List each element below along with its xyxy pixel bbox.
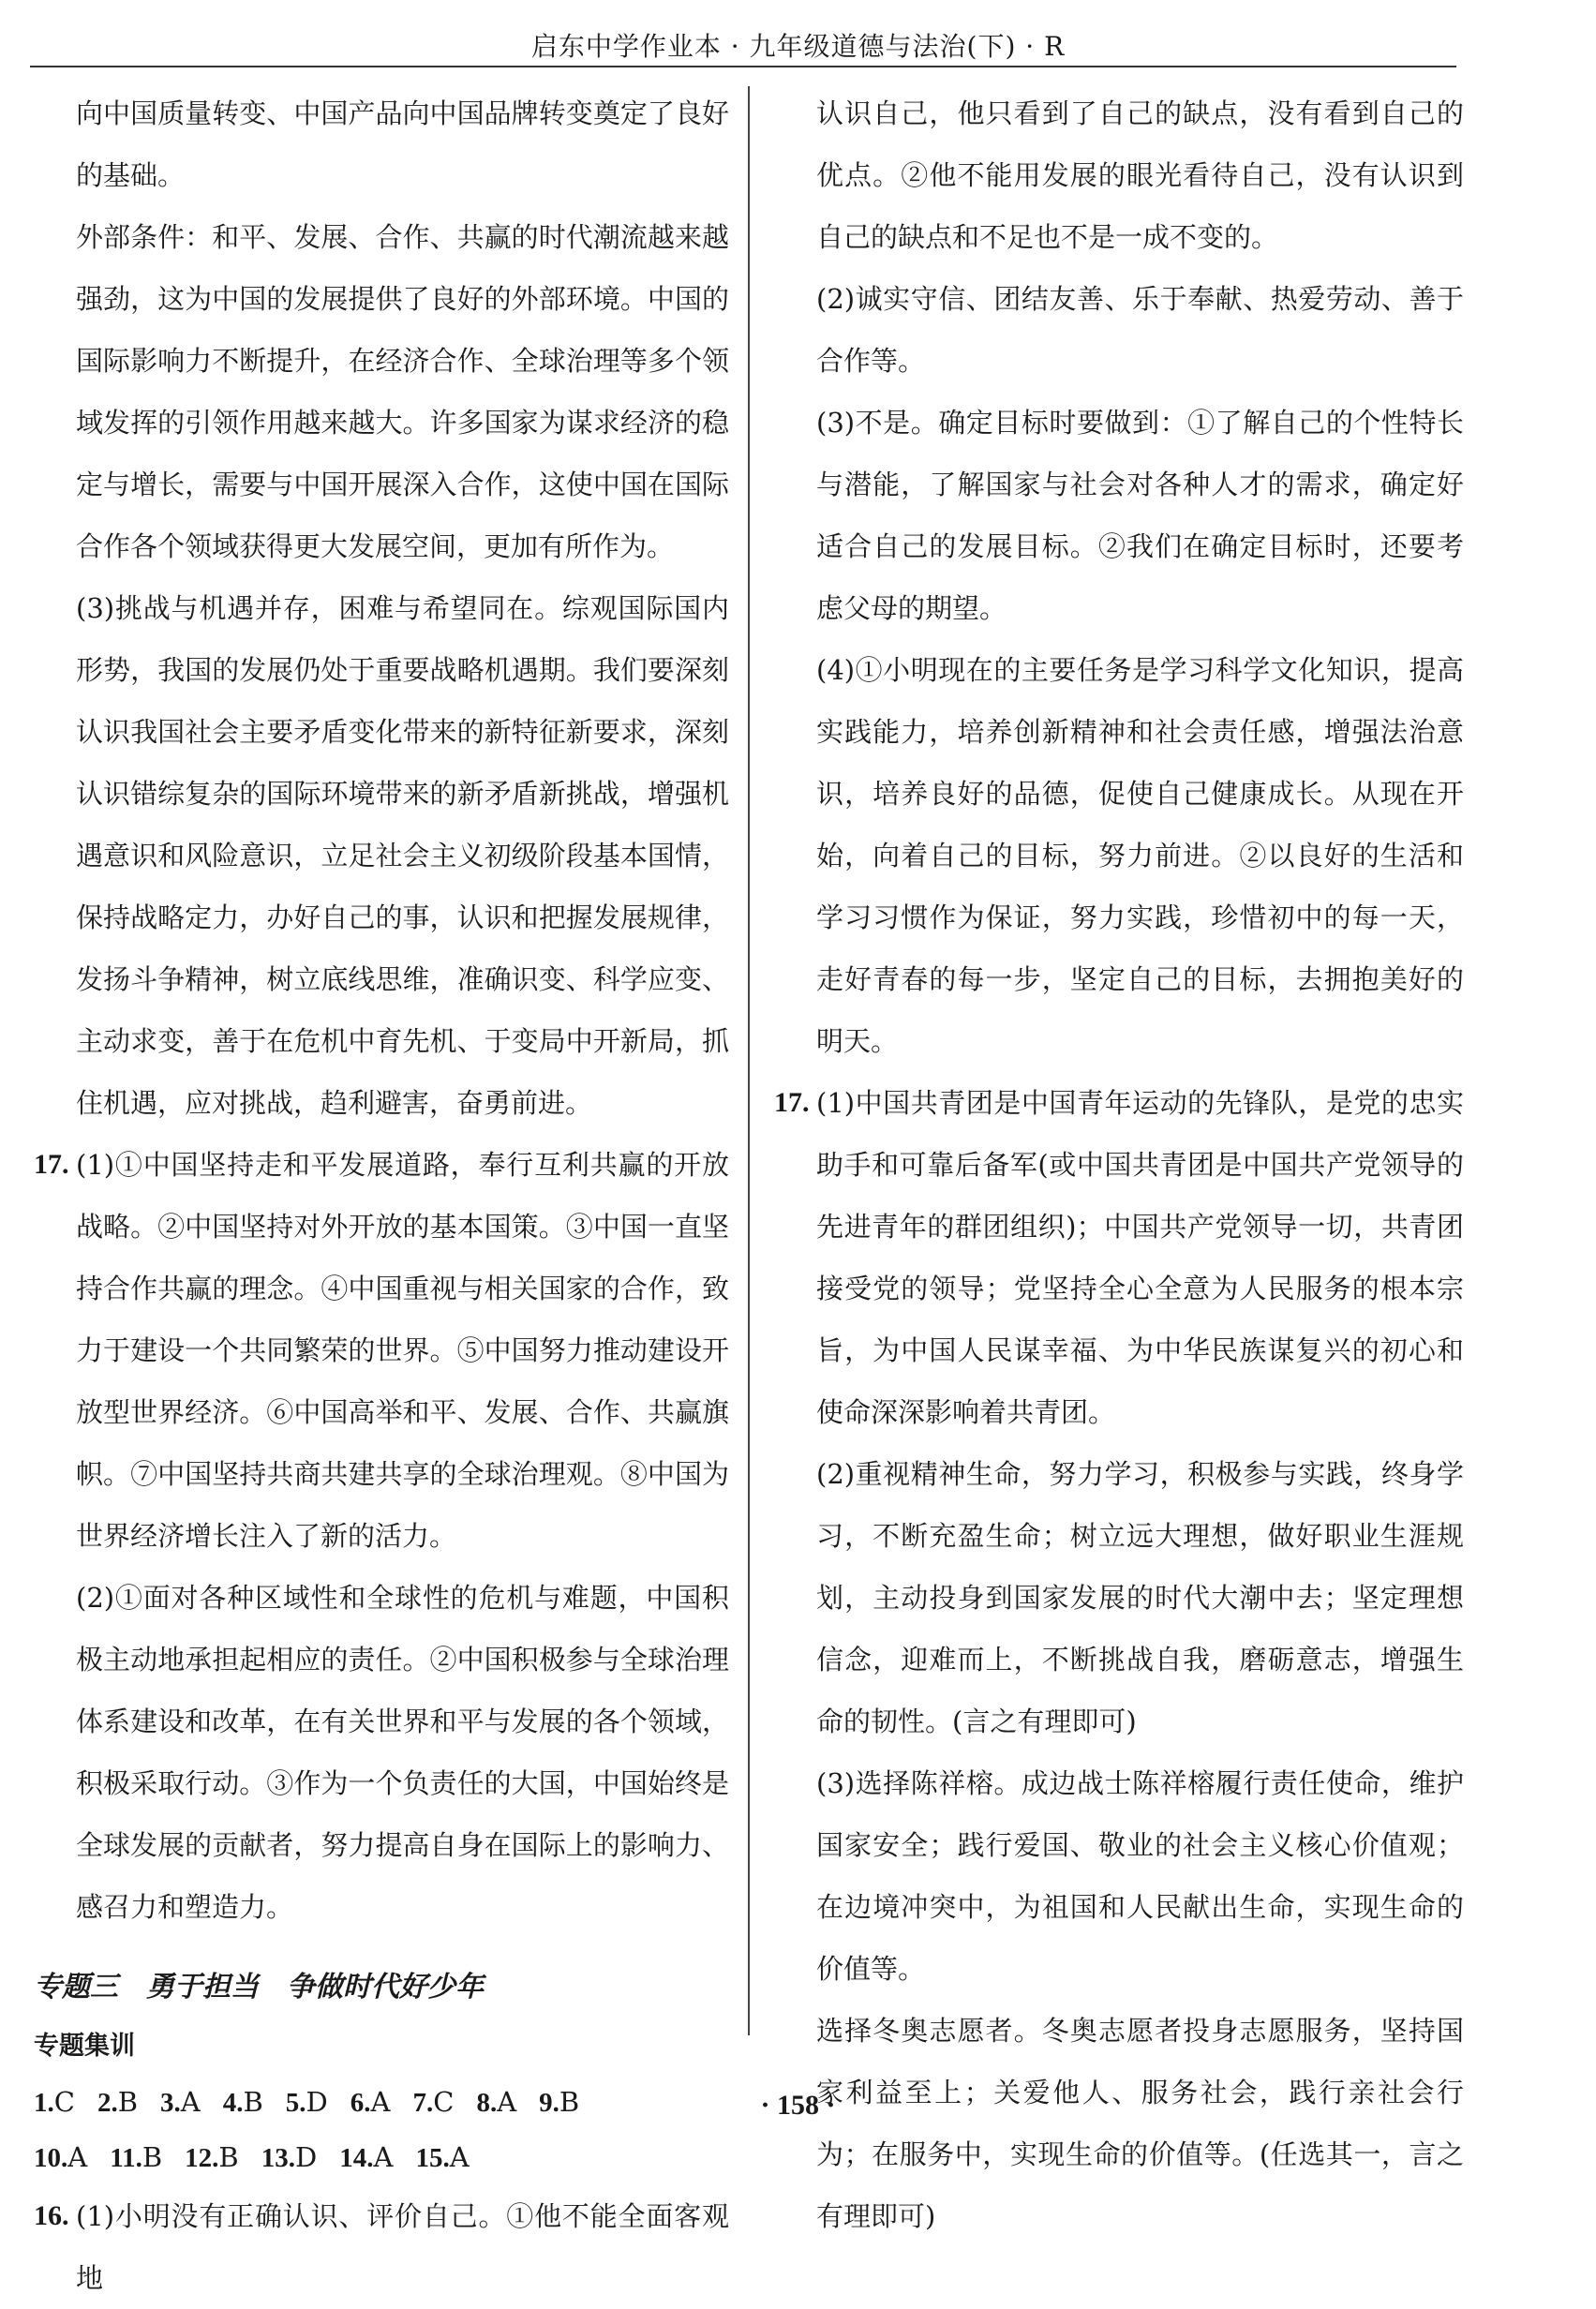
header-rule (30, 66, 1456, 67)
answer-choice: B (142, 2141, 163, 2173)
sub-title: 专题集训 (34, 2032, 135, 2061)
right-column (774, 82, 1464, 2247)
question-number: 17. (774, 1087, 810, 1118)
answer-item (110, 2130, 162, 2185)
answer-item (185, 2130, 239, 2185)
answer-choice: B (243, 2086, 263, 2118)
answer-choice: C (53, 2086, 75, 2118)
answer-choice: A (497, 2086, 517, 2118)
paragraph: (1)①中国坚持走和平发展道路，奉行互利共赢的开放战略。②中国坚持对外开放的基本国策。③中国一直坚持合作共赢的理念。④中国重视与相关国家的合作，致力于建设一个共同繁荣的世界。⑤中国努力推动建设开放型世界经济。⑥中国高举和平、发展、合作、共赢旗帜。⑦中国坚持共商共建共享的全球治理观。⑧中国为世界经济增长注入了新的活力。 (76, 1149, 729, 1552)
paragraph: 认识自己，他只看到了自己的缺点，没有看到自己的优点。②他不能用发展的眼光看待自己，没有认识到自己的缺点和不足也不是一成不变的。 (816, 97, 1464, 253)
answer-number: 5. (285, 2088, 306, 2118)
answer-choice: A (449, 2141, 470, 2173)
paragraph: 向中国质量转变、中国产品向中国品牌转变奠定了良好的基础。 (76, 97, 729, 191)
answer-number: 15. (415, 2143, 450, 2173)
answer-item (261, 2130, 318, 2185)
answer-number: 10. (34, 2143, 68, 2173)
paragraph: (2)诚实守信、团结友善、乐于奉献、热爱劳动、善于合作等。 (816, 283, 1464, 377)
answer-number: 8. (476, 2088, 498, 2118)
answer-choice: B (218, 2141, 239, 2173)
answer-item (415, 2130, 469, 2185)
answer-number: 11. (110, 2143, 142, 2173)
answer-number: 9. (539, 2088, 559, 2118)
question-16-continued (774, 82, 1464, 1072)
page-header: 启东中学作业本 · 九年级道德与法治(下) · R (530, 31, 1066, 62)
answer-number: 4. (222, 2088, 244, 2118)
answer-choice: C (433, 2086, 455, 2118)
answer-choice: A (67, 2141, 88, 2173)
question-number: 17. (34, 1149, 69, 1180)
answer-row-2 (34, 2130, 729, 2185)
answer-number: 7. (412, 2088, 434, 2118)
answer-choice: A (370, 2086, 391, 2118)
answer-number: 1. (34, 2088, 54, 2118)
answer-number: 14. (339, 2143, 374, 2173)
answer-choice: A (373, 2141, 394, 2173)
left-column (34, 82, 729, 2309)
paragraph: 外部条件：和平、发展、合作、共赢的时代潮流越来越强劲，这为中国的发展提供了良好的外部环境。中国的国际影响力不断提升，在经济合作、全球治理等多个领域发挥的引领作用越来越大。许多国家为谋求经济的稳定与增长，需要与中国开展深入合作，这使中国在国际合作各个领域获得更大发展空间，更加有所作为。 (76, 221, 729, 562)
paragraph: (2)重视精神生命，努力学习，积极参与实践，终身学习，不断充盈生命；树立远大理想，做好职业生涯规划，主动投身到国家发展的时代大潮中去；坚定理想信念，迎难而上，不断挑战自我，磨砺意志，增强生命的韧性。(言之有理即可) (816, 1458, 1464, 1737)
answer-item (34, 2130, 87, 2185)
answer-number: 13. (261, 2143, 295, 2173)
question-number: 16. (34, 2200, 69, 2231)
paragraph: (2)①面对各种区域性和全球性的危机与难题，中国积极主动地承担起相应的责任。②中国积极参与全球治理体系建设和改革，在有关世界和平与发展的各个领域，积极采取行动。③作为一个负责任的大国，中国始终是全球发展的贡献者，努力提高自身在国际上的影响力、感召力和塑造力。 (76, 1582, 729, 1923)
column-divider (748, 86, 750, 2035)
paragraph: (3)不是。确定目标时要做到：①了解自己的个性特长与潜能，了解国家与社会对各种人才的需求，确定好适合自己的发展目标。②我们在确定目标时，还要考虑父母的期望。 (816, 407, 1464, 624)
paragraph: (3)挑战与机遇并存，困难与希望同在。综观国际国内形势，我国的发展仍处于重要战略机遇期。我们要深刻认识我国社会主要矛盾变化带来的新特征新要求，深刻认识错综复杂的国际环境带来的新矛盾新挑战，增强机遇意识和风险意识，立足社会主义初级阶段基本国情，保持战略定力，办好自己的事，认识和把握发展规律，发扬斗争精神，树立底线思维，准确识变、科学应变、主动求变，善于在危机中育先机、于变局中开新局，抓住机遇，应对挑战，趋利避害，奋勇前进。 (76, 592, 729, 1119)
paragraph: (1)小明没有正确认识、评价自己。①他不能全面客观地 (76, 2200, 729, 2294)
answer-number: 3. (160, 2088, 181, 2118)
answer-item (339, 2130, 393, 2185)
page-number: · 158 · (760, 2090, 836, 2121)
paragraph: 选择冬奥志愿者。冬奥志愿者投身志愿服务，坚持国家利益至上；关爱他人、服务社会，践行亲社会行为；在服务中，实现生命的价值等。(任选其一，言之有理即可) (816, 2015, 1464, 2232)
answer-number: 6. (350, 2088, 371, 2118)
answer-number: 2. (97, 2088, 118, 2118)
answer-choice: B (559, 2086, 580, 2118)
section-title: 专题三 勇于担当 争做时代好少年 (34, 1971, 484, 2004)
paragraph: (3)选择陈祥榕。成边战士陈祥榕履行责任使命，维护国家安全；践行爱国、敬业的社会主义核心价值观；在边境冲突中，为祖国和人民献出生命，实现生命的价值等。 (816, 1767, 1464, 1985)
answer-choice: B (117, 2086, 139, 2118)
question-16-block (34, 2185, 729, 2309)
paragraph: (4)①小明现在的主要任务是学习科学文化知识，提高实践能力，培养创新精神和社会责任感，增强法治意识，培养良好的品德，促使自己健康成长。从现在开始，向着自己的目标，努力前进。②以良好的生活和学习习惯作为保证，努力实践，珍惜初中的每一天，走好青春的每一步，坚定自己的目标，去拥抱美好的明天。 (816, 654, 1464, 1057)
paragraph: (1)中国共青团是中国青年运动的先锋队，是党的忠实助手和可靠后备军(或中国共青团是中国共产党领导的先进青年的群团组织)；中国共产党领导一切，共青团接受党的领导；党坚持全心全意为人民服务的根本宗旨，为中国人民谋幸福、为中华民族谋复兴的初心和使命深深影响着共青团。 (816, 1087, 1464, 1428)
answer-choice: D (294, 2141, 318, 2173)
question-17-block (774, 1072, 1464, 2247)
answer-choice: D (306, 2086, 328, 2118)
question-17-block (34, 1134, 729, 1938)
answer-number: 12. (185, 2143, 219, 2173)
answer-choice: A (180, 2086, 201, 2118)
